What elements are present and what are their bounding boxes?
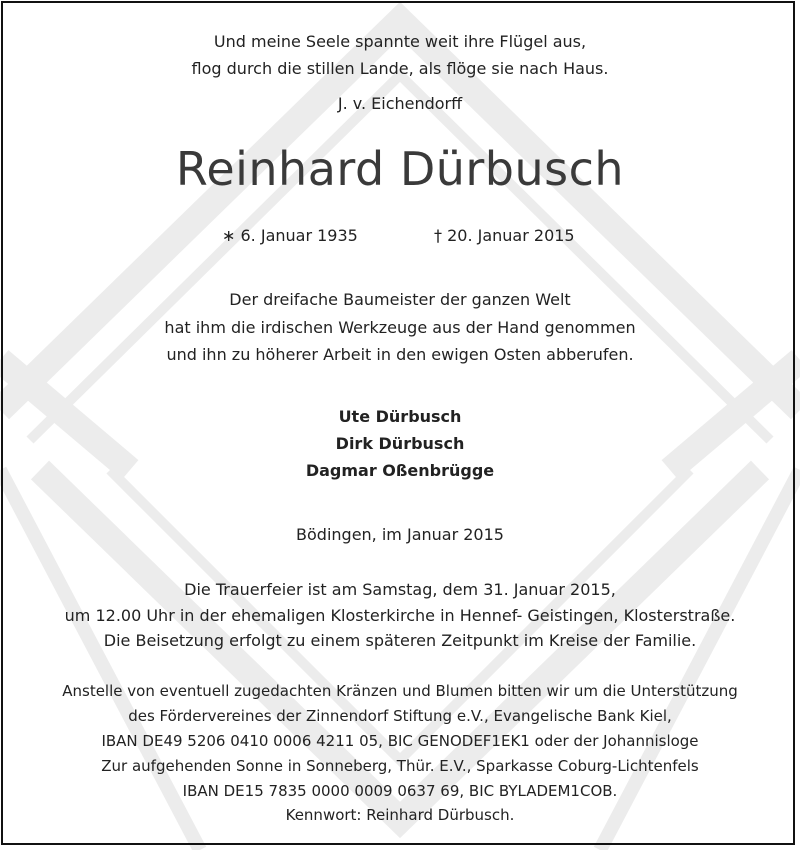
donation-line-5: IBAN DE15 7835 0000 0009 0637 69, BIC BYLADEM1COB. — [182, 782, 618, 800]
tribute-line-3: und ihn zu höherer Arbeit in den ewigen Osten abberufen. — [166, 345, 634, 364]
poem-author: J. v. Eichendorff — [337, 94, 463, 113]
poem-line-1: Und meine Seele spannte weit ihre Flügel aus, — [213, 32, 587, 51]
donation-line-1: Anstelle von eventuell zugedachten Kränzen und Blumen bitten wir um die Unterstützung — [62, 682, 738, 700]
funeral-line-1: Die Trauerfeier ist am Samstag, dem 31. Januar 2015, — [184, 580, 616, 599]
poem-line-2: flog durch die stillen Lande, als flöge sie nach Haus. — [191, 59, 609, 78]
donation-line-3: IBAN DE49 5206 0410 0006 4211 05, BIC GENODEF1EK1 oder der Johannisloge — [101, 732, 699, 750]
funeral-line-2: um 12.00 Uhr in der ehemaligen Klosterkirche in Hennef- Geistingen, Klosterstraße. — [64, 606, 736, 625]
tribute-line-1: Der dreifache Baumeister der ganzen Welt — [229, 290, 571, 309]
donation-line-4: Zur aufgehenden Sonne in Sonneberg, Thür. E.V., Sparkasse Coburg-Lichtenfels — [101, 757, 699, 775]
birth-date: ∗ 6. Januar 1935 — [222, 226, 358, 245]
tribute-line-2: hat ihm die irdischen Werkzeuge aus der Hand genommen — [164, 318, 636, 337]
mourner-1: Ute Dürbusch — [338, 407, 462, 426]
mourner-3: Dagmar Oßenbrügge — [305, 461, 495, 480]
death-date: † 20. Januar 2015 — [434, 226, 575, 245]
donation-line-2: des Fördervereines der Zinnendorf Stiftung e.V., Evangelische Bank Kiel, — [128, 707, 672, 725]
funeral-line-3: Die Beisetzung erfolgt zu einem späteren Zeitpunkt im Kreise der Familie. — [103, 631, 697, 650]
donation-line-6: Kennwort: Reinhard Dürbusch. — [285, 806, 515, 824]
mourner-2: Dirk Dürbusch — [335, 434, 465, 453]
place-date: Bödingen, im Januar 2015 — [296, 525, 504, 544]
deceased-name: Reinhard Dürbusch — [175, 142, 625, 196]
